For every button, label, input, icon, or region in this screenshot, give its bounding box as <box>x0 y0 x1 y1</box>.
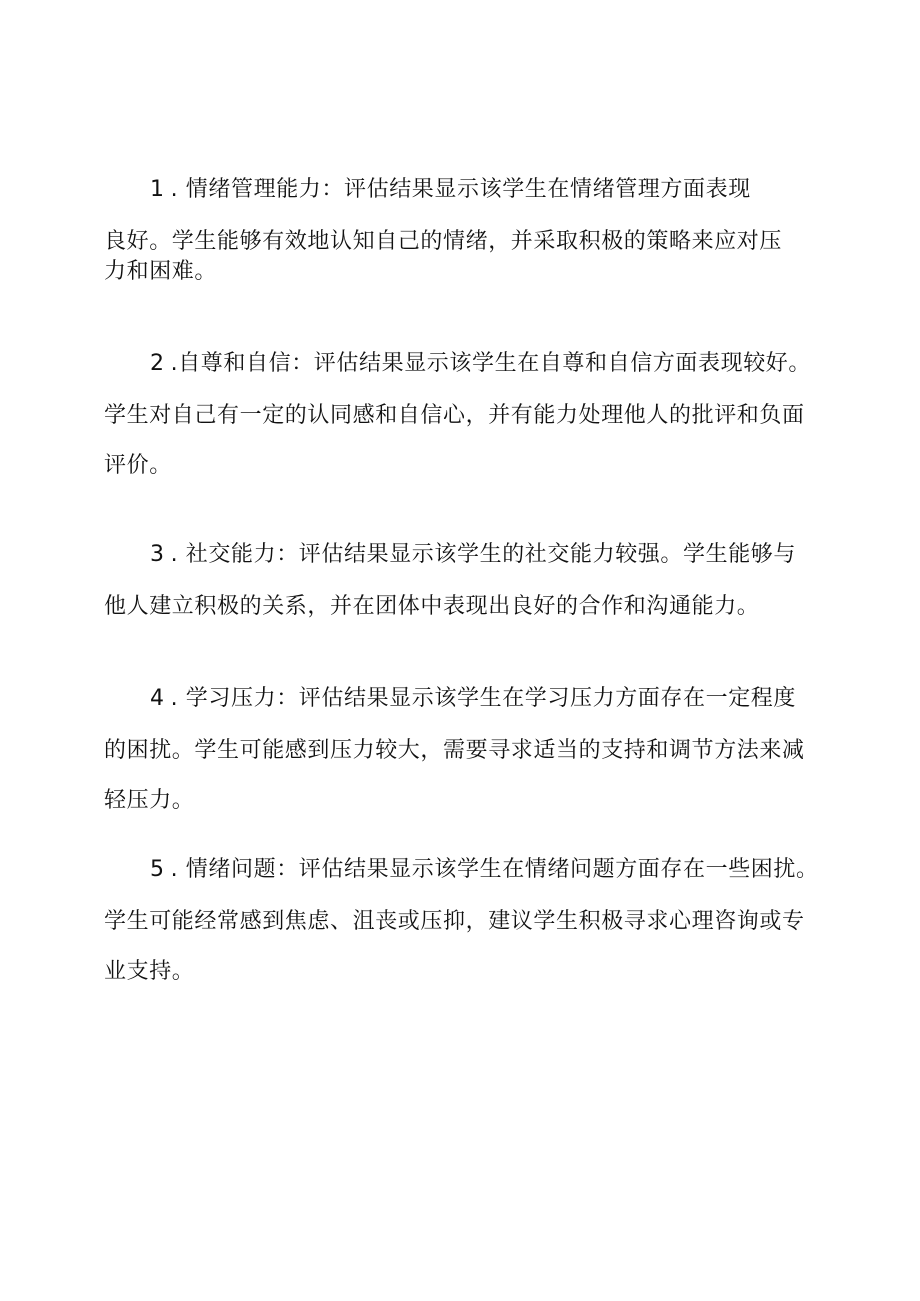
item-number: 1 <box>150 177 165 202</box>
item-number: 3 <box>150 542 165 567</box>
item-first-line <box>150 541 796 569</box>
item-text-line: 轻压力。 <box>104 788 195 813</box>
item-text-line: 业支持。 <box>104 959 195 984</box>
item-text-line: . 学习压力：评估结果显示该学生在学习压力方面存在一定程度 <box>170 686 796 711</box>
item-number: 4 <box>150 686 165 711</box>
item-text-line: . 情绪管理能力：评估结果显示该学生在情绪管理方面表现 <box>170 177 751 202</box>
item-number: 5 <box>150 857 165 882</box>
item-text-line: 他人建立积极的关系，并在团体中表现出良好的合作和沟通能力。 <box>104 594 760 619</box>
item-first-line <box>150 856 819 884</box>
item-text-line: 的困扰。学生可能感到压力较大，需要寻求适当的支持和调节方法来减 <box>104 738 805 763</box>
item-text-line: . 社交能力：评估结果显示该学生的社交能力较强。学生能够与 <box>170 542 796 567</box>
item-text-line: .自尊和自信：评估结果显示该学生在自尊和自信方面表现较好。 <box>170 351 812 376</box>
item-first-line <box>150 685 796 713</box>
item-text-line: 学生对自己有一定的认同感和自信心，并有能力处理他人的批评和负面 <box>104 403 805 428</box>
item-number: 2 <box>150 351 165 376</box>
item-text-line: 评价。 <box>104 453 172 478</box>
item-text-line: 良好。学生能够有效地认知自己的情绪，并采取积极的策略来应对压 <box>104 229 783 254</box>
item-text-line: 力和困难。 <box>104 259 218 284</box>
item-first-line <box>150 350 811 378</box>
item-first-line <box>150 176 751 204</box>
item-text-line: 学生可能经常感到焦虑、沮丧或压抑，建议学生积极寻求心理咨询或专 <box>104 909 805 934</box>
item-text-line: . 情绪问题：评估结果显示该学生在情绪问题方面存在一些困扰。 <box>170 857 819 882</box>
